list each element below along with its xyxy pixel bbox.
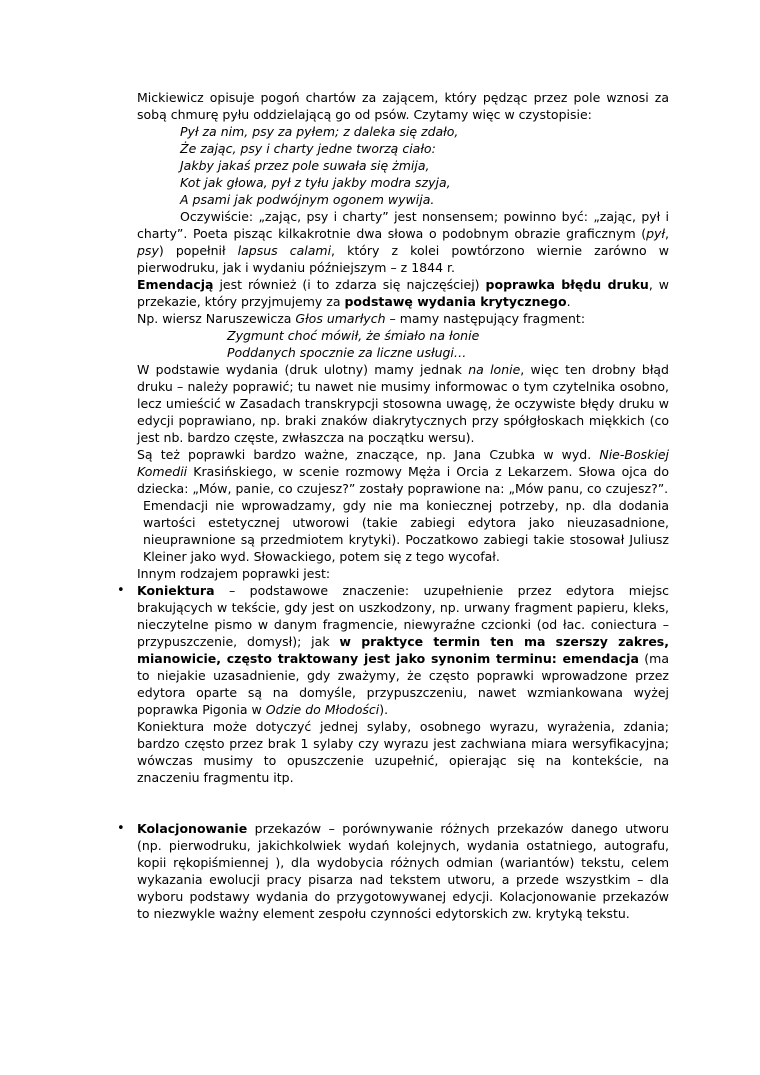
druk-paragraph: W podstawie wydania (druk ulotny) mamy jednak na lonie, więc ten drobny błąd druku – należy poprawić; tu nawet nie musimy informowac o tym czytelnika osobno, lecz umieścić w Zasadach transkrypcji stosowna uwagę, że oczywiste błędy druku w edycji poprawiano, np. braki znaków diakrytycznych przy spółgłoskach miękkich (co jest nb. bardzo częste, zwłaszcza na początku wersu). [137,362,669,445]
poem-line: Zygmunt choć mówił, że śmiało na łonie [227,328,480,343]
koniektura-paragraph-2: Koniektura może dotyczyć jednej sylaby, osobnego wyrazu, wyrażenia, zdania; bardzo często przez brak 1 sylaby czy wyrazu jest zachwiana miara wersyfikacyjna; wówczas musimy to opuszczenie uzupełnić, opierając się na kontekście, na znaczeniu fragmentu itp. [137,719,669,785]
comment-paragraph: Oczywiście: „zając, psy i charty” jest nonsensem; powinno być: „zając, pył i charty”. Poeta pisząc kilkakrotnie dwa słowa o podobnym obrazie graficznym (pył, psy) popełnił lapsus calami, który z kolei powtórzono wiernie zarówno w pierwodruku, jak i wydaniu późniejszym – z 1844 r. [137,209,669,275]
kolacjonowanie-paragraph: Kolacjonowanie przekazów – porównywanie różnych przekazów danego utworu (np. pierwodruku, jakichkolwiek wydań kolejnych, wydania ostatniego, autografu, kopii rękopiśmiennej ), dla wydobycia różnych odmian (wariantów) tekstu, celem wykazania ewolucji pracy pisarza nad tekstem utworu, a przede wszystkim – dla wyboru podstawy wydania do przygotowywanej edycji. Kolacjonowanie przekazów to niezwykle ważny element zespołu czynności edytorskich zw. krytyką tekstu. [137,821,669,921]
spacer [137,786,669,820]
poem-line: Kot jak głowa, pył z tyłu jakby modra szyja, [180,175,451,190]
text-column [117,89,670,922]
poem-quote-2 [137,327,669,361]
poem-quote-1 [137,123,669,208]
example-paragraph: Np. wiersz Naruszewicza Głos umarłych – mamy następujący fragment: [137,311,586,326]
bullet-marker: • [117,821,125,836]
bullet-kolacjonowanie [117,820,669,922]
bullet-marker: • [117,583,125,598]
poem-line: Że zając, psy i charty jedne tworzą ciało: [180,141,436,156]
innym-line: Innym rodzajem poprawki jest: [137,566,331,581]
poem-line: Pył za nim, psy za pyłem; z daleka się zdało, [180,124,459,139]
poem-line: A psami jak podwójnym ogonem wywija. [180,192,435,207]
niewprow-paragraph: Emendacji nie wprowadzamy, gdy nie ma koniecznej potrzeby, np. dla dodania wartości estetycznej utworowi (takie zabiegi edytora jako nieuzasadnione, nieuprawnione są przedmiotem krytyki). Poczatkowo zabiegi takie stosował Juliusz Kleiner jako wyd. Słowackiego, potem się z tego wycofał. [143,498,669,564]
bullet-koniektura [117,582,669,786]
poem-line: Jakby jakaś przez pole suwała się żmija, [180,158,430,173]
poem-line: Poddanych spocznie za liczne usługi… [227,345,467,360]
emendacja-paragraph: Emendacją jest również (i to zdarza się najczęściej) poprawka błędu druku, w przekazie, który przyjmujemy za podstawę wydania krytycznego. [137,277,670,309]
koniektura-paragraph: Koniektura – podstawowe znaczenie: uzupełnienie przez edytora miejsc brakujących w tekście, gdy jest on uszkodzony, np. urwany fragment papieru, kleks, nieczytelne pismo w danym fragmencie, niewyraźne czcionki (od łac. coniectura – przypuszczenie, domysł); jak w praktyce termin ten ma szerszy zakres, mianowicie, często traktowany jest jako synonim terminu: emendacja (ma to niejakie uzasadnienie, gdy zważymy, że często poprawki wprowadzone przez edytora oparte są na domyśle, przypuszczeniu, nawet wzmiankowana wyżej poprawka Pigonia w Odzie do Młodości). [137,583,669,717]
intro-paragraph: Mickiewicz opisuje pogoń chartów za zającem, który pędząc przez pole wznosi za sobą chmurę pyłu oddzielającą go od psów. Czytamy więc w czystopisie: [137,90,669,122]
wazne-paragraph: Są też poprawki bardzo ważne, znaczące, np. Jana Czubka w wyd. Nie-Boskiej Komedii Krasińskiego, w scenie rozmowy Męża i Orcia z Lekarzem. Słowa ojca do dziecka: „Mów, panie, co czujesz?” zostały poprawione na: „Mów panu, co czujesz?”. [137,447,669,496]
